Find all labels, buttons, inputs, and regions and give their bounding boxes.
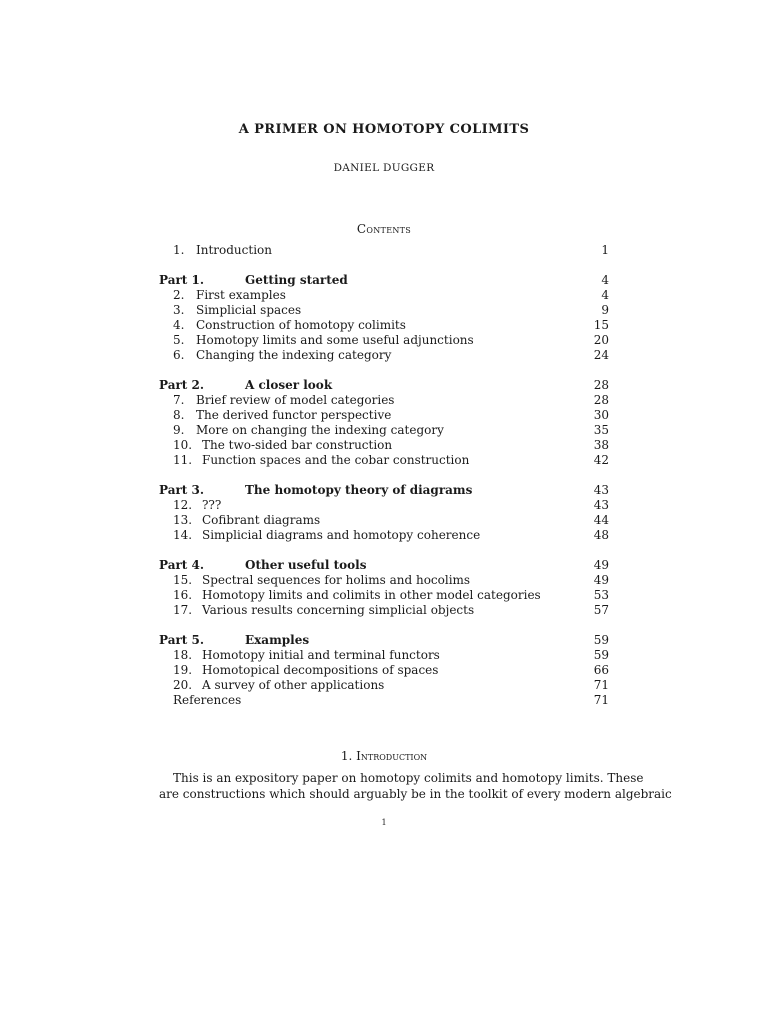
toc-num: 15.	[173, 573, 193, 587]
toc-page: 4	[601, 288, 609, 302]
toc-label: Homotopy limits and some useful adjunctions	[196, 333, 474, 347]
toc-intro	[159, 243, 609, 258]
toc-part-3	[159, 483, 609, 543]
toc-num: 2.	[173, 288, 185, 302]
toc-num: 18.	[173, 648, 193, 662]
toc-page: 15	[593, 318, 609, 332]
toc-row-references	[159, 693, 609, 708]
toc-num: 5.	[173, 333, 185, 347]
toc-label: Changing the indexing category	[196, 348, 392, 362]
toc-page: 38	[593, 438, 609, 452]
toc-page: 49	[593, 573, 609, 587]
part-num: Part 1.	[159, 273, 205, 287]
toc-row	[159, 393, 609, 408]
toc-page: 71	[593, 678, 609, 692]
toc-part-1	[159, 273, 609, 363]
toc-label: Simplicial diagrams and homotopy coherence	[202, 528, 481, 542]
toc-part-row	[159, 483, 609, 498]
toc-page: 59	[593, 633, 609, 647]
toc-row	[159, 663, 609, 678]
toc-row	[159, 528, 609, 543]
toc-page: 4	[601, 273, 609, 287]
toc-label: A survey of other applications	[202, 678, 385, 692]
toc-part-2	[159, 378, 609, 468]
paper-title: A PRIMER ON HOMOTOPY COLIMITS	[238, 122, 530, 137]
toc-part-row	[159, 273, 609, 288]
toc-page: 24	[593, 348, 609, 362]
toc-page: 53	[593, 588, 609, 602]
toc-page: 48	[593, 528, 609, 542]
toc-label: Construction of homotopy colimits	[196, 318, 406, 332]
toc-num: 9.	[173, 423, 185, 437]
toc-page: 59	[593, 648, 609, 662]
toc-page: 66	[593, 663, 609, 677]
toc-page: 35	[593, 423, 609, 437]
toc-row	[159, 333, 609, 348]
part-num: Part 3.	[159, 483, 205, 497]
toc-num: 16.	[173, 588, 193, 602]
toc-label: Brief review of model categories	[196, 393, 395, 407]
toc-label: ???	[202, 498, 222, 512]
toc-row	[159, 603, 609, 618]
toc-page: 30	[593, 408, 609, 422]
section-heading	[0, 749, 768, 763]
toc-num: 4.	[173, 318, 185, 332]
toc-row	[159, 348, 609, 363]
toc-label: More on changing the indexing category	[196, 423, 444, 437]
part-label: Examples	[245, 633, 310, 647]
part-label: A closer look	[245, 378, 333, 392]
toc-part-row	[159, 378, 609, 393]
contents-heading: Contents	[356, 222, 412, 236]
part-label: Getting started	[245, 273, 348, 287]
toc-label: The two-sided bar construction	[202, 438, 393, 452]
toc-label: The derived functor perspective	[196, 408, 392, 422]
toc-row	[159, 498, 609, 513]
toc-label: Introduction	[196, 243, 272, 257]
toc-page: 9	[601, 303, 609, 317]
toc-num: 11.	[173, 453, 193, 467]
toc-row	[159, 303, 609, 318]
toc-row	[159, 438, 609, 453]
toc-page: 71	[593, 693, 609, 707]
author-name: DANIEL DUGGER	[333, 162, 435, 174]
toc-num: 8.	[173, 408, 185, 422]
toc-part-5	[159, 633, 609, 708]
toc-num: 3.	[173, 303, 185, 317]
toc-label: First examples	[196, 288, 286, 302]
toc-row	[159, 318, 609, 333]
toc-part-row	[159, 558, 609, 573]
toc-num: 17.	[173, 603, 193, 617]
part-num: Part 4.	[159, 558, 205, 572]
part-num: Part 5.	[159, 633, 205, 647]
toc-page: 49	[593, 558, 609, 572]
toc-label: Various results concerning simplicial objects	[202, 603, 475, 617]
toc-row	[159, 588, 609, 603]
paragraph-line: This is an expository paper on homotopy colimits and homotopy limits. These	[173, 771, 644, 785]
toc-page: 43	[593, 483, 609, 497]
toc-row	[159, 678, 609, 693]
toc-row	[159, 453, 609, 468]
toc-label: Spectral sequences for holims and hocolims	[202, 573, 471, 587]
toc-page: 1	[601, 243, 609, 257]
toc-row	[159, 513, 609, 528]
toc-num: 7.	[173, 393, 185, 407]
toc-row	[159, 288, 609, 303]
toc-row	[159, 243, 609, 258]
toc-row	[159, 648, 609, 663]
toc-num: 12.	[173, 498, 193, 512]
toc-page: 28	[593, 378, 609, 392]
toc-page: 28	[593, 393, 609, 407]
toc-num: 1.	[173, 243, 185, 257]
page-number: 1	[381, 818, 387, 827]
toc-page: 44	[593, 513, 609, 527]
toc-label: Homotopy initial and terminal functors	[202, 648, 440, 662]
toc-num: 13.	[173, 513, 193, 527]
toc-num: 14.	[173, 528, 193, 542]
intro-paragraph	[159, 770, 672, 802]
toc-part-row	[159, 633, 609, 648]
toc-num: 6.	[173, 348, 185, 362]
toc-page: 43	[593, 498, 609, 512]
toc-label: Homotopical decompositions of spaces	[202, 663, 439, 677]
toc-label: Simplicial spaces	[196, 303, 302, 317]
section-number: 1.	[340, 749, 353, 763]
part-label: Other useful tools	[245, 558, 367, 572]
toc-num: 20.	[173, 678, 193, 692]
toc-row	[159, 573, 609, 588]
toc-num: 19.	[173, 663, 193, 677]
part-label: The homotopy theory of diagrams	[245, 483, 473, 497]
toc-label: Cofibrant diagrams	[202, 513, 321, 527]
toc-label: References	[173, 693, 242, 707]
toc-label: Function spaces and the cobar construction	[202, 453, 470, 467]
toc-row	[159, 408, 609, 423]
section-title: Introduction	[356, 749, 428, 763]
toc-num: 10.	[173, 438, 193, 452]
paragraph-line: are constructions which should arguably be in the toolkit of every modern algebraic	[159, 787, 672, 801]
toc-part-4	[159, 558, 609, 618]
toc-page: 20	[593, 333, 609, 347]
toc-page: 42	[593, 453, 609, 467]
part-num: Part 2.	[159, 378, 205, 392]
toc-row	[159, 423, 609, 438]
toc-page: 57	[593, 603, 609, 617]
toc-label: Homotopy limits and colimits in other model categories	[202, 588, 541, 602]
